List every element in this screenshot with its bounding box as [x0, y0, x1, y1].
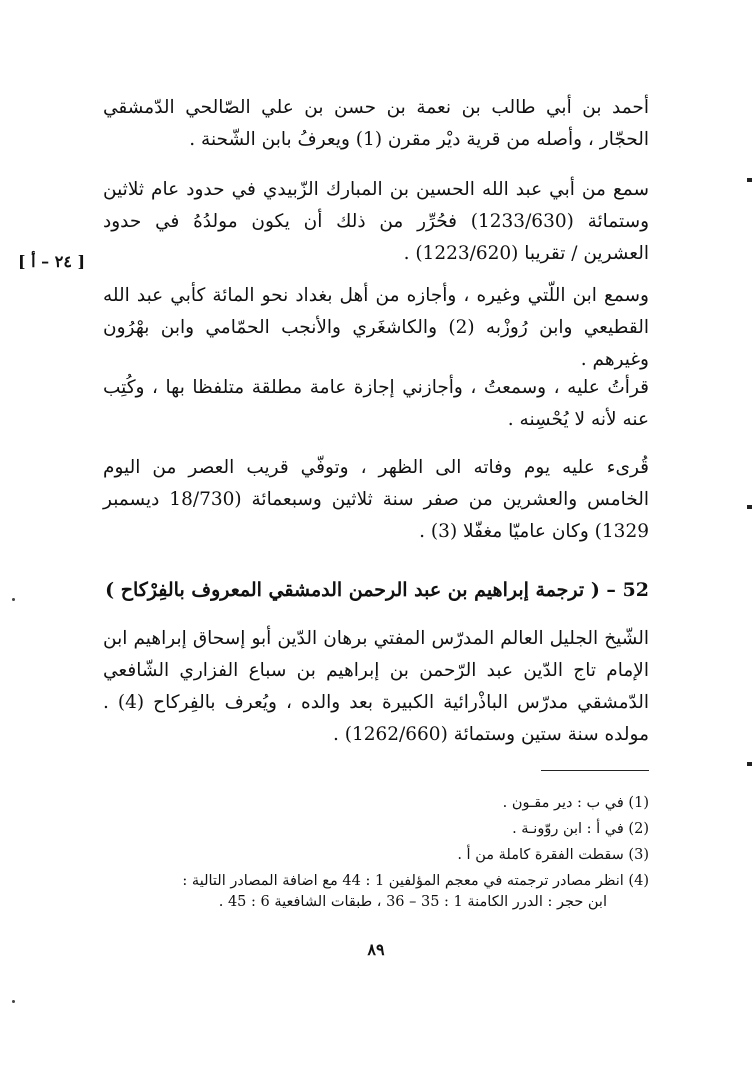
- scan-edge-mark: [747, 178, 752, 182]
- paragraph-3: وسمع ابن اللّتي وغيره ، وأجازه من أهل بغداد نحو المائة كأبي عبد الله القطيعي وابن رُوزْبه (2) والكاشغَري والأنجب الحمّامي وابن بهْرُون وغيرهم .: [103, 285, 649, 370]
- footnotes: [99, 790, 649, 915]
- paragraph-1: أحمد بن أبي طالب بن نعمة بن حسن بن علي الصّالحي الدّمشقي الحجّار ، وأصله من قرية ديْر مقرن (1) ويعرفُ بابن الشّحنة .: [103, 97, 649, 150]
- footnote-separator: [541, 770, 649, 771]
- footnote-4-continuation: ابن حجر : الدرر الكامنة 1 : 35 – 36 ، طبقات الشافعية 6 : 45 .: [218, 894, 607, 910]
- scan-speck: [12, 1000, 15, 1003]
- paragraph-2: سمع من أبي عبد الله الحسين بن المبارك الزّبيدي في حدود عام ثلاثين وستمائة (1233/630) فحُرِّر من ذلك أن يكون مولدُهُ في حدود العشرين / تقريبا (1223/620) .: [103, 179, 649, 264]
- scan-edge-mark: [747, 762, 752, 766]
- section-heading: 52 – ( ترجمة إبراهيم بن عبد الرحمن الدمشقي المعروف بالفِرْكاح ): [105, 579, 649, 601]
- margin-manuscript-reference: [ ٢٤ – أ ]: [18, 252, 86, 271]
- page-number: ٨٩: [367, 940, 385, 959]
- footnote-1: (1) في ب : دير مقـون .: [502, 795, 649, 811]
- footnote-3: (3) سقطت الفقرة كاملة من أ .: [457, 847, 649, 863]
- paragraph-5: قُرىء عليه يوم وفاته الى الظهر ، وتوفّي قريب العصر من اليوم الخامس والعشرين من صفر سنة ثلاثين وسبعمائة (18/730 ديسمبر 1329) وكان عاميّا مغفّلا (3) .: [103, 457, 649, 542]
- footnote-2: (2) في أ : ابن روّونـة .: [512, 821, 649, 837]
- scan-speck: [12, 598, 15, 601]
- footnote-4: (4) انظر مصادر ترجمته في معجم المؤلفين 1 : 44 مع اضافة المصادر التالية :: [182, 873, 649, 889]
- paragraph-6: الشّيخ الجليل العالم المدرّس المفتي برهان الدّين أبو إسحاق إبراهيم ابن الإمام تاج الدّين عبد الرّحمن بن إبراهيم بن سباع الفزاري الشّافعي الدّمشقي مدرّس الباذْرائية الكبيرة بعد والده ، ويُعرف بالفِركاح (4) . مولده سنة ستين وستمائة (1262/660) .: [103, 628, 649, 745]
- paragraph-4: قرأتُ عليه ، وسمعتُ ، وأجازني إجازة عامة مطلقة متلفظا بها ، وكُتِب عنه لأنه لا يُحْسِنه .: [103, 377, 649, 430]
- scan-edge-mark: [747, 505, 752, 509]
